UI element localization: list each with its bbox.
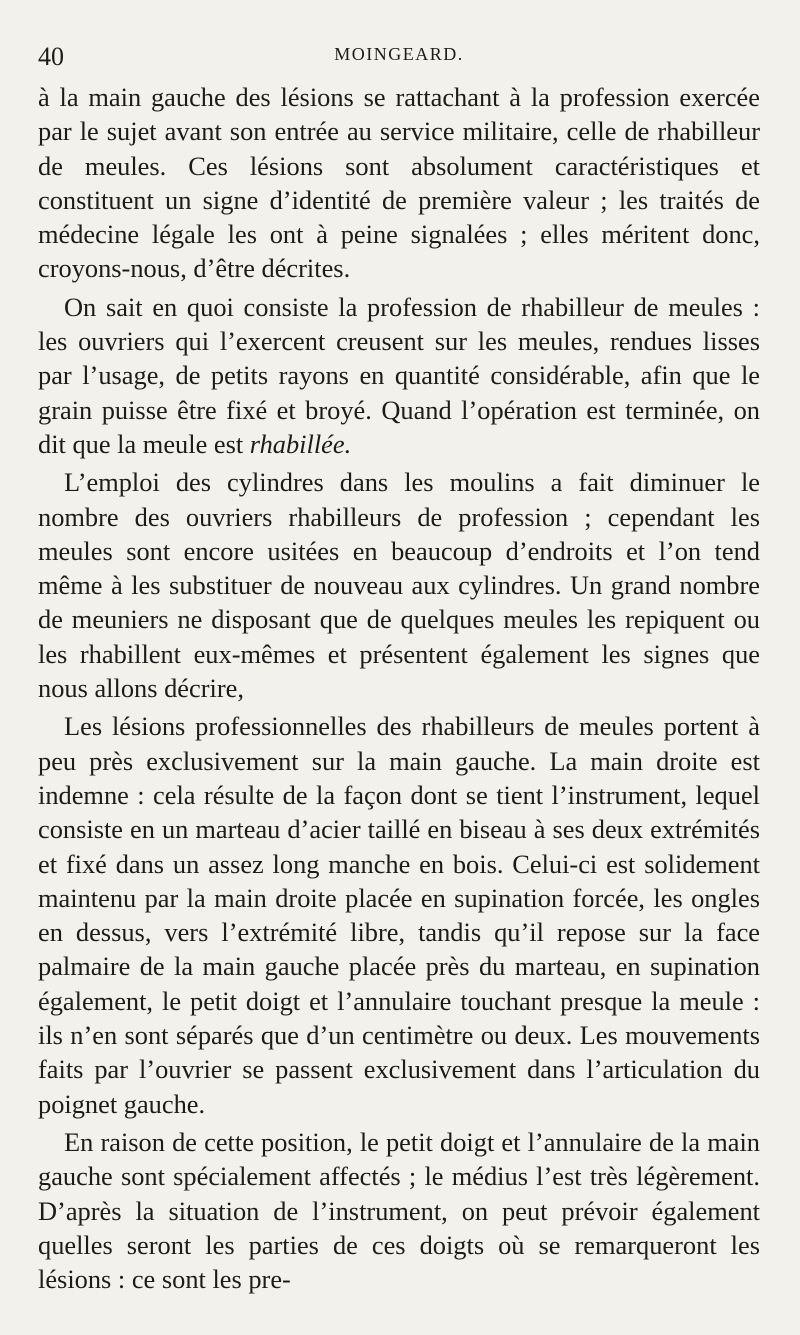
page-header bbox=[38, 36, 760, 80]
paragraph-2-italic-term: rhabillée. bbox=[249, 428, 352, 459]
paragraph-4 bbox=[38, 709, 760, 1121]
paragraph-3-text: L’emploi des cylindres dans les moulins a fait diminuer le nombre des ouvriers rhabilleurs de profession ; cependant les meules sont encore usitées en beaucoup d’endroits et l’on tend même à les substituer de nouveau aux cylindres. Un grand nombre de meuniers ne disposant que de quelques meules les repiquent ou les rhabillent eux-mêmes et présentent également les signes que nous allons décrire, bbox=[38, 467, 760, 704]
paragraph-2-text: On sait en quoi consiste la profession de rhabilleur de meules : les ouvriers qui l’exercent creusent sur les meules, rendues lisses par l’usage, de petits rayons en quantité considérable, afin que le grain puisse être fixé et broyé. Quand l’opération est terminée, on dit que la meule est bbox=[38, 291, 760, 459]
paragraph-2 bbox=[38, 290, 760, 461]
paragraph-5-text: En raison de cette position, le petit doigt et l’annulaire de la main gauche sont spécialement affectés ; le médius l’est très légèrement. D’après la situation de l’instrument, on peut prévoir également quelles seront les parties de ces doigts où se remarqueront les lésions : ce sont les pre- bbox=[38, 1126, 760, 1295]
paragraph-1 bbox=[38, 80, 760, 286]
paragraph-5 bbox=[38, 1125, 760, 1296]
page-number: 40 bbox=[38, 42, 64, 71]
running-head: MOINGEARD. bbox=[334, 44, 464, 64]
paragraph-3 bbox=[38, 465, 760, 705]
page-body bbox=[38, 80, 760, 1296]
paragraph-4-text: Les lésions professionnelles des rhabilleurs de meules portent à peu près exclusivement sur la main gauche. La main droite est indemne : cela résulte de la façon dont se tient l’instrument, lequel consiste en un marteau d’acier taillé en biseau à ses deux extrémités et fixé dans un assez long manche en bois. Celui-ci est solidement maintenu par la main droite placée en supination forcée, les ongles en dessus, vers l’extrémité libre, tandis qu’il repose sur la face palmaire de la main gauche placée près du marteau, en supination également, le petit doigt et l’annulaire touchant presque la meule : ils n’en sont séparés que d’un centimètre ou deux. Les mouvements faits par l’ouvrier se passent exclusivement dans l’articulation du poignet gauche. bbox=[38, 711, 760, 1119]
paragraph-1-text: à la main gauche des lésions se rattachant à la profession exercée par le sujet avant son entrée au service militaire, celle de rhabilleur de meules. Ces lésions sont absolument caractéristiques et constituent un signe d’identité de première valeur ; les traités de médecine légale les ont à peine signalées ; elles méritent donc, croyons-nous, d’être décrites. bbox=[38, 82, 760, 284]
